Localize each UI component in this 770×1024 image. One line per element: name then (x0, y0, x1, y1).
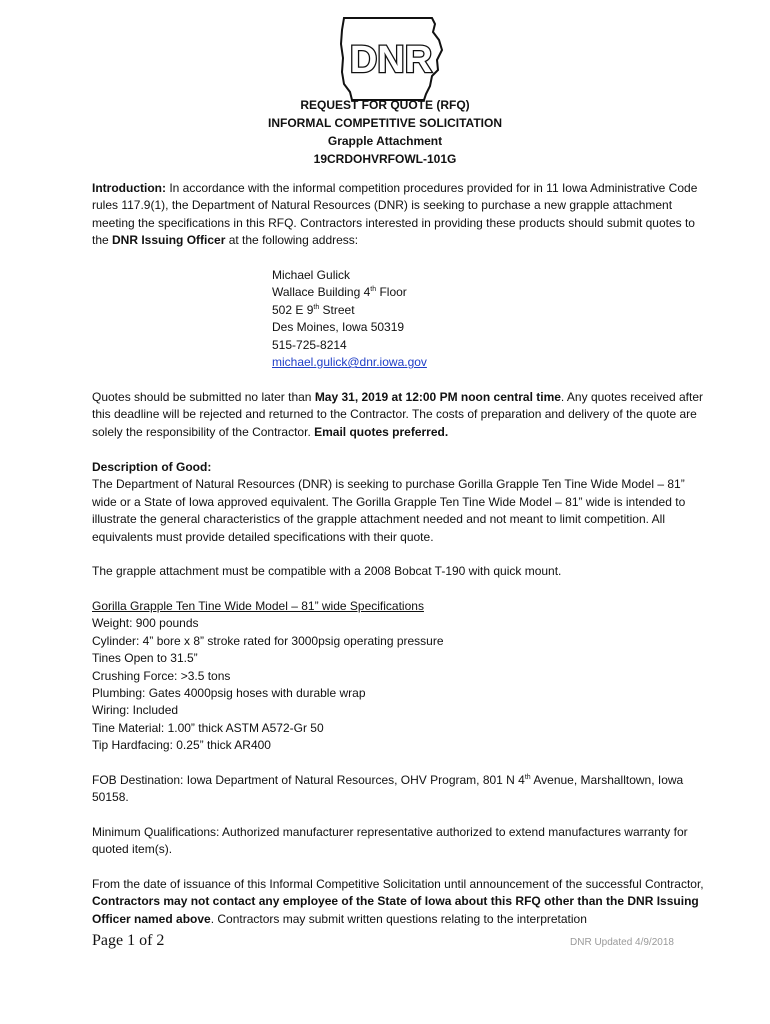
spec-item: Plumbing: Gates 4000psig hoses with durable wrap (92, 686, 366, 701)
spec-item: Tip Hardfacing: 0.25” thick AR400 (92, 738, 271, 753)
spec-item: Cylinder: 4” bore x 8” stroke rated for 3000psig operating pressure (92, 633, 444, 648)
description-label: Description of Good: (92, 460, 212, 474)
updated-date: DNR Updated 4/9/2018 (570, 937, 674, 948)
heading-line-3: Grapple Attachment (327, 134, 443, 148)
spec-item: Wiring: Included (92, 703, 179, 718)
issuing-officer-label: DNR Issuing Officer (112, 233, 226, 248)
address-building: Wallace Building 4th Floor (272, 285, 407, 300)
heading-line-2: INFORMAL COMPETITIVE SOLICITATION (268, 116, 502, 130)
spec-item: Tines Open to 31.5” (92, 651, 198, 666)
spec-item: Tine Material: 1.00” thick ASTM A572-Gr 50 (92, 720, 324, 735)
intro-label: Introduction: (92, 181, 166, 195)
min-qualifications-paragraph: Minimum Qualifications: Authorized manufacturer representative authorized to extend manufactures warranty for quoted item(s). (92, 825, 688, 857)
address-street: 502 E 9th Street (272, 302, 355, 317)
dnr-logo (338, 14, 444, 102)
deadline-paragraph: Quotes should be submitted no later than May 31, 2019 at 12:00 PM noon central time. Any quotes received after this deadline will be rejected and returned to the Contractor. The costs of preparation and delivery of the quote are solely the responsibility of the Contractor. Email quotes preferred. (92, 390, 704, 439)
address-phone: 515-725-8214 (272, 337, 347, 352)
email-preferred: Email quotes preferred. (314, 424, 449, 439)
intro-text-1: In accordance with the informal competition procedures provided for in 11 Iowa Administrative Code rules 117.9(1), the Department of Natural Resources (DNR) is seeking to purchase a new grapple attachment meeting the specifications in this RFQ. Contractors interested in providing these products should submit quotes to the (92, 181, 698, 248)
address-city: Des Moines, Iowa 50319 (272, 320, 405, 335)
email-link[interactable]: michael.gulick@dnr.iowa.gov (272, 355, 427, 370)
specs-section (92, 598, 712, 755)
logo-text: DNR (349, 39, 433, 81)
spec-item: Weight: 900 pounds (92, 616, 199, 631)
intro-text-2: at the following address: (225, 233, 359, 248)
description-text: The Department of Natural Resources (DNR) is seeking to purchase Gorilla Grapple Ten Tine Wide Model – 81” wide or a State of Iowa approved equivalent. The Gorilla Grapple Ten Tine Wide Model – 81” wide is intended to illustrate the general characteristics of the grapple attachment needed and not meant to limit competition. All equivalents must provide detailed specifications with their quote. (92, 477, 686, 544)
contact-restriction: Contractors may not contact any employee of the State of Iowa about this RFQ other than the DNR Issuing Officer named above (92, 894, 699, 926)
address-block (272, 267, 427, 371)
heading-line-1: REQUEST FOR QUOTE (RFQ) (300, 98, 470, 112)
heading-line-4: 19CRDOHVRFOWL-101G (313, 152, 457, 166)
description-section (92, 459, 712, 546)
page-number: Page 1 of 2 (92, 932, 165, 949)
compatibility-paragraph: The grapple attachment must be compatible with a 2008 Bobcat T-190 with quick mount. (92, 564, 562, 578)
contact-paragraph: From the date of issuance of this Informal Competitive Solicitation until announcement of the successful Contractor, Contractors may not contact any employee of the State of Iowa about this RFQ other than the DNR Issuing Officer named above. Contractors may submit written questions relating to the interpretation (92, 877, 704, 926)
address-name: Michael Gulick (272, 268, 351, 282)
rfq-heading (0, 96, 770, 168)
intro-paragraph (92, 180, 712, 250)
specs-title: Gorilla Grapple Ten Tine Wide Model – 81” wide Specifications (92, 599, 424, 613)
deadline-date: May 31, 2019 at 12:00 PM noon central time (314, 390, 561, 404)
fob-paragraph: FOB Destination: Iowa Department of Natural Resources, OHV Program, 801 N 4th Avenue, Marshalltown, Iowa 50158. (92, 773, 684, 805)
spec-item: Crushing Force: >3.5 tons (92, 668, 231, 683)
